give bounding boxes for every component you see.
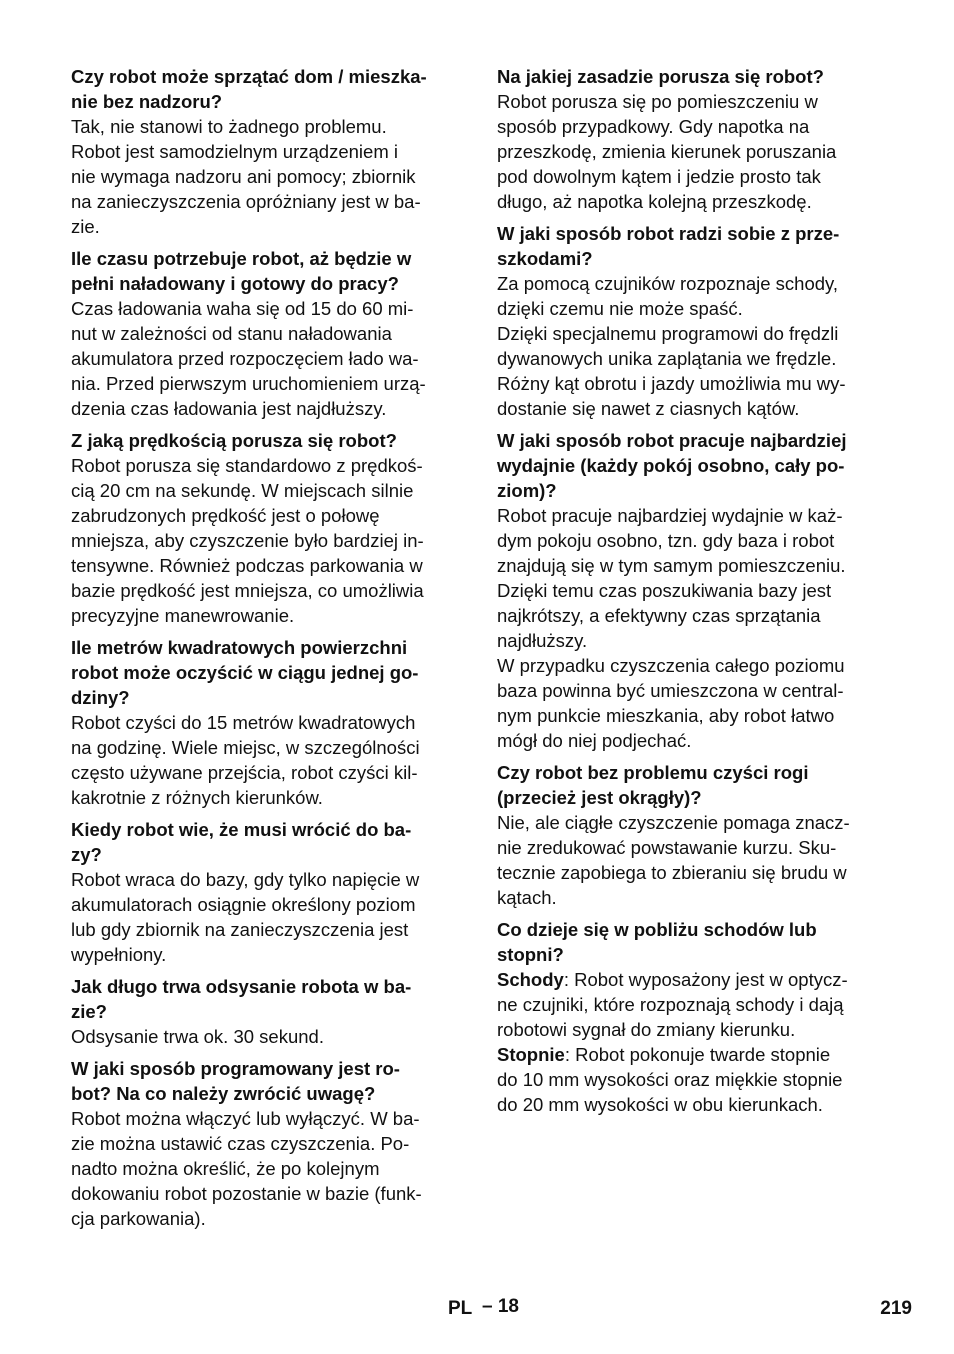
question: W jaki sposób robot pracuje najbardziej wydajnie (każdy pokój osobno, cały po- ziom)? <box>497 430 847 501</box>
question: Kiedy robot wie, że musi wrócić do ba- zy? <box>71 819 412 865</box>
answer: Robot porusza się standardowo z prędkoś- cią 20 cm na sekundę. W miejscach silnie zabrudzonych prędkość jest o połowę mniejsza, aby czyszczenie było bardziej in- tensywne. Również podczas parkowania w bazie prędkość jest mniejsza, co umożliwia precyzyjne manewrowanie. <box>71 455 424 626</box>
question: Co dzieje się w pobliżu schodów lub stopni? <box>497 919 817 965</box>
answer: Robot wraca do bazy, gdy tylko napięcie w akumulatorach osiągnie określony poziom lub gdy zbiornik na zanieczyszczenia jest wypełniony. <box>71 869 420 965</box>
answer: Robot pracuje najbardziej wydajnie w każ- dym pokoju osobno, tzn. gdy baza i robot znajdują się w tym samym pomieszczeniu. Dzięki temu czas poszukiwania bazy jest najkrótszy, a efektywny czas sprzątania najdłuższy. W przypadku czyszczenia całego poziomu baza powinna być umieszczona w central- nym punkcie mieszkania, aby robot łatwo mógł do niej podjechać. <box>497 505 846 751</box>
faq-item <box>497 428 889 753</box>
question: Czy robot może sprzątać dom / mieszka- nie bez nadzoru? <box>71 66 427 112</box>
answer <box>497 967 889 1117</box>
answer: Nie, ale ciągłe czyszczenie pomaga znacz- nie zredukować powstawanie kurzu. Sku- tecznie zapobiega to zbieraniu się brudu w kątach. <box>497 812 850 908</box>
question: Ile metrów kwadratowych powierzchni robot może oczyścić w ciągu jednej go- dziny? <box>71 637 419 708</box>
faq-item <box>497 64 889 214</box>
question: W jaki sposób robot radzi sobie z prze- szkodami? <box>497 223 840 269</box>
answer: Robot można włączyć lub wyłączyć. W ba- zie można ustawić czas czyszczenia. Po- nadto można określić, że po kolejnym dokowaniu robot pozostanie w bazie (funk- cja parkowania). <box>71 1108 422 1229</box>
answer-label-schody: Schody <box>497 969 564 990</box>
answer: Za pomocą czujników rozpoznaje schody, dzięki czemu nie może spaść. Dzięki specjalnemu programowi do frędzli dywanowych unika zaplątania we frędzle. Różny kąt obrotu i jazdy umożliwia mu wy- dostanie się nawet z ciasnych kątów. <box>497 273 846 419</box>
faq-item <box>71 64 463 239</box>
footer-language: PL <box>448 1298 473 1319</box>
question: Jak długo trwa odsysanie robota w ba- zie? <box>71 976 412 1022</box>
answer: Robot porusza się po pomieszczeniu w sposób przypadkowy. Gdy napotka na przeszkodę, zmienia kierunek poruszania pod dowolnym kątem i jedzie prosto tak długo, aż napotka kolejną przeszkodę. <box>497 91 837 212</box>
answer-text: : Robot pokonuje twarde stopnie do 10 mm wysokości oraz miękkie stopnie do 20 mm wysokości w obu kierunkach. <box>497 1044 843 1115</box>
faq-item <box>497 760 889 910</box>
page-number: 219 <box>880 1298 912 1319</box>
answer-label-stopnie: Stopnie <box>497 1044 565 1065</box>
right-column <box>497 64 889 1124</box>
footer-section-page: – 18 <box>482 1296 519 1317</box>
question: Z jaką prędkością porusza się robot? <box>71 430 397 451</box>
faq-item <box>71 635 463 810</box>
question: Na jakiej zasadzie porusza się robot? <box>497 66 824 87</box>
answer: Odsysanie trwa ok. 30 sekund. <box>71 1026 324 1047</box>
left-column <box>71 64 463 1238</box>
answer: Tak, nie stanowi to żadnego problemu. Robot jest samodzielnym urządzeniem i nie wymaga nadzoru ani pomocy; zbiornik na zanieczyszczenia opróżniany jest w ba- zie. <box>71 116 421 237</box>
faq-item <box>71 974 463 1049</box>
question: Czy robot bez problemu czyści rogi (przecież jest okrągły)? <box>497 762 809 808</box>
question: W jaki sposób programowany jest ro- bot? Na co należy zwrócić uwagę? <box>71 1058 400 1104</box>
faq-item <box>71 1056 463 1231</box>
faq-item <box>71 817 463 967</box>
faq-item <box>497 221 889 421</box>
answer: Robot czyści do 15 metrów kwadratowych na godzinę. Wiele miejsc, w szczególności często używane przejścia, robot czyści kil- kakrotnie z różnych kierunków. <box>71 712 420 808</box>
answer-text: : Robot wyposażony jest w optycz- ne czujniki, które rozpoznają schody i dają robotowi sygnał do zmiany kierunku. <box>497 969 848 1040</box>
question: Ile czasu potrzebuje robot, aż będzie w pełni naładowany i gotowy do pracy? <box>71 248 412 294</box>
faq-item <box>71 428 463 628</box>
faq-item <box>497 917 889 1117</box>
faq-item <box>71 246 463 421</box>
answer: Czas ładowania waha się od 15 do 60 mi- nut w zależności od stanu naładowania akumulatora przed rozpoczęciem łado wa- nia. Przed pierwszym uruchomieniem urzą- dzenia czas ładowania jest najdłuższy. <box>71 298 426 419</box>
